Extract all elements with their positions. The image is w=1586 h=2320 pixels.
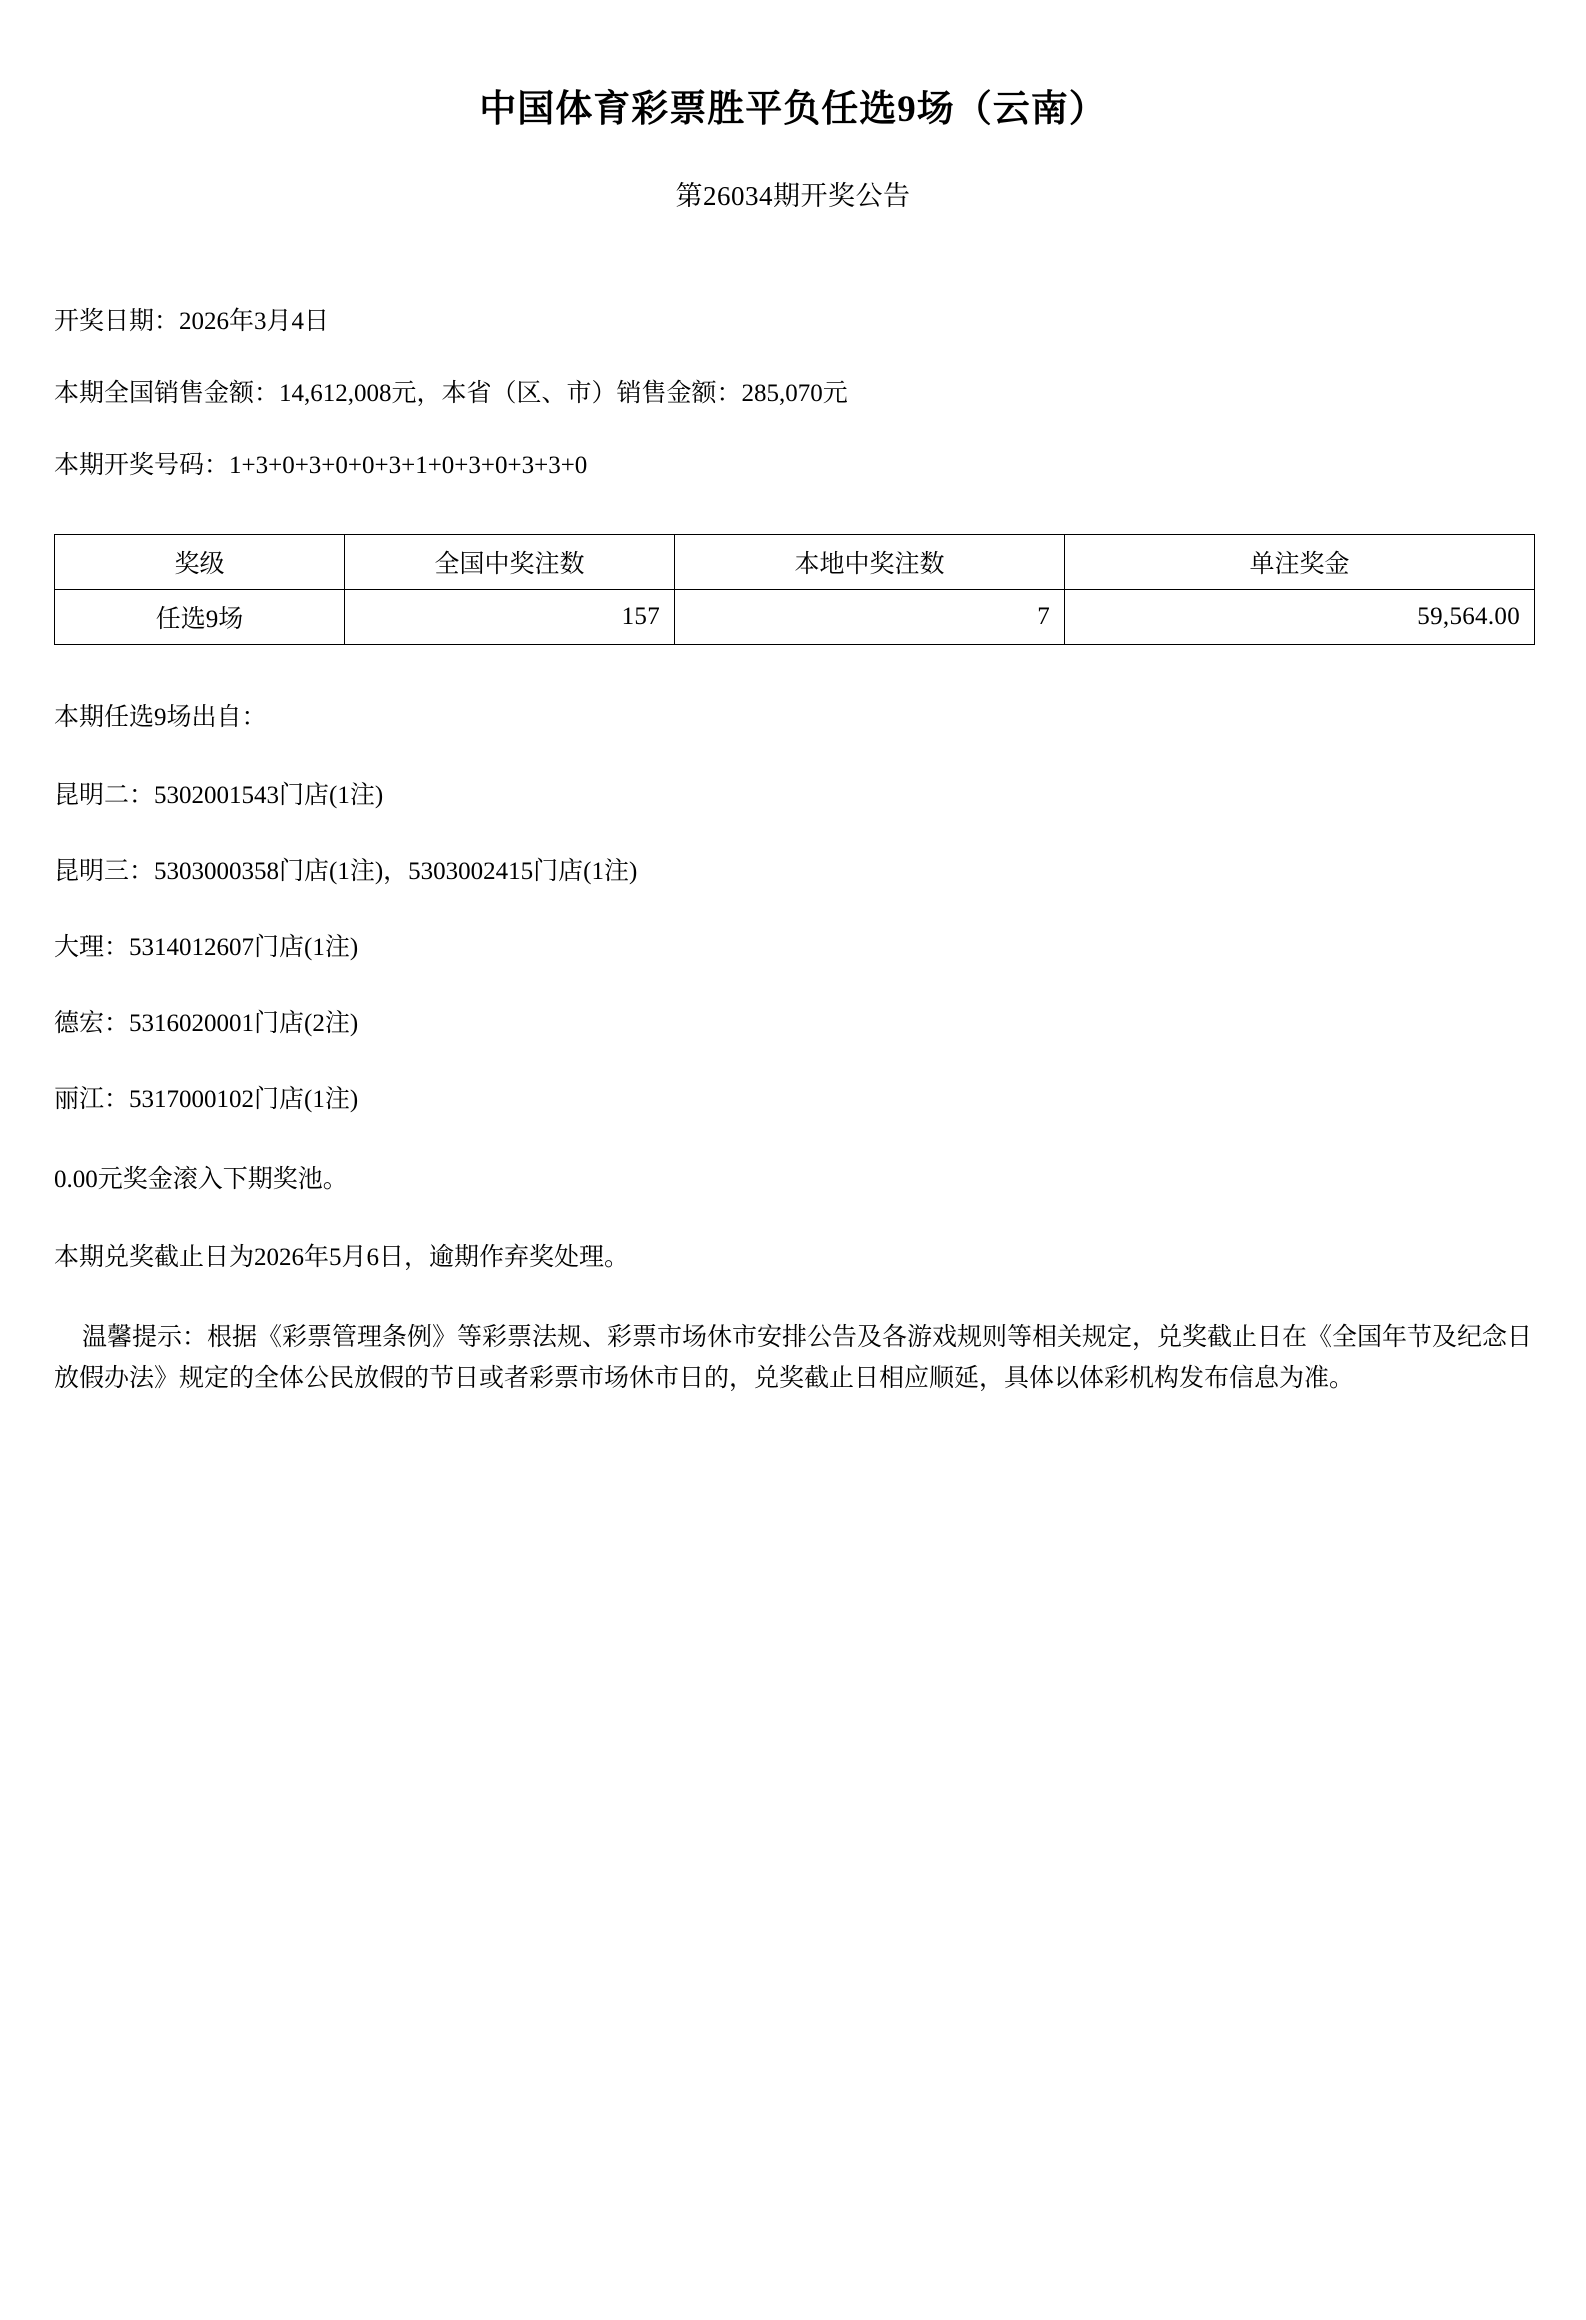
- rollover-pool-line: 0.00元奖金滚入下期奖池。: [54, 1166, 348, 1193]
- winner-line-kunming-2: 昆明二：5302001543门店(1注): [54, 782, 384, 809]
- cell-level: 任选9场: [55, 590, 345, 645]
- claim-deadline-line: 本期兑奖截止日为2026年5月6日，逾期作弃奖处理。: [54, 1244, 630, 1271]
- cell-local-count: 7: [675, 590, 1065, 645]
- column-header-prize-per-bet: 单注奖金: [1065, 535, 1535, 590]
- table-row: [55, 590, 1535, 645]
- winner-line-dehong: 德宏：5316020001门店(2注): [54, 1010, 359, 1037]
- draw-date-line: 开奖日期：2026年3月4日: [54, 308, 330, 335]
- column-header-local-count: 本地中奖注数: [675, 535, 1065, 590]
- column-header-national-count: 全国中奖注数: [345, 535, 675, 590]
- winners-heading: 本期任选9场出自：: [54, 704, 267, 732]
- notice-text: [54, 1317, 1532, 1400]
- winner-line-lijiang: 丽江：5317000102门店(1注): [54, 1086, 359, 1113]
- winning-numbers-line: 本期开奖号码：1+3+0+3+0+0+3+1+0+3+0+3+3+0: [54, 451, 588, 479]
- sales-amount-line: 本期全国销售金额：14,612,008元，本省（区、市）销售金额：285,070元: [54, 379, 848, 407]
- winner-line-dali: 大理：5314012607门店(1注): [54, 934, 359, 961]
- column-header-level: 奖级: [55, 535, 345, 590]
- cell-prize-per-bet: 59,564.00: [1065, 590, 1535, 645]
- page-title: 中国体育彩票胜平负任选9场（云南）: [479, 89, 1107, 130]
- notice-body: 温馨提示：根据《彩票管理条例》等彩票法规、彩票市场休市安排公告及各游戏规则等相关规定，兑奖截止日在《全国年节及纪念日放假办法》规定的全体公民放假的节日或者彩票市场休市日的，兑奖截止日相应顺延，具体以体彩机构发布信息为准。: [54, 1324, 1533, 1393]
- winner-line-kunming-3: 昆明三：5303000358门店(1注)，5303002415门店(1注): [54, 858, 638, 885]
- table-header-row: [55, 535, 1535, 590]
- prize-table: [54, 534, 1535, 645]
- document-body: [54, 305, 1532, 1400]
- announcement-page: [0, 78, 1586, 2320]
- page-subtitle: 第26034期开奖公告: [675, 181, 911, 211]
- cell-national-count: 157: [345, 590, 675, 645]
